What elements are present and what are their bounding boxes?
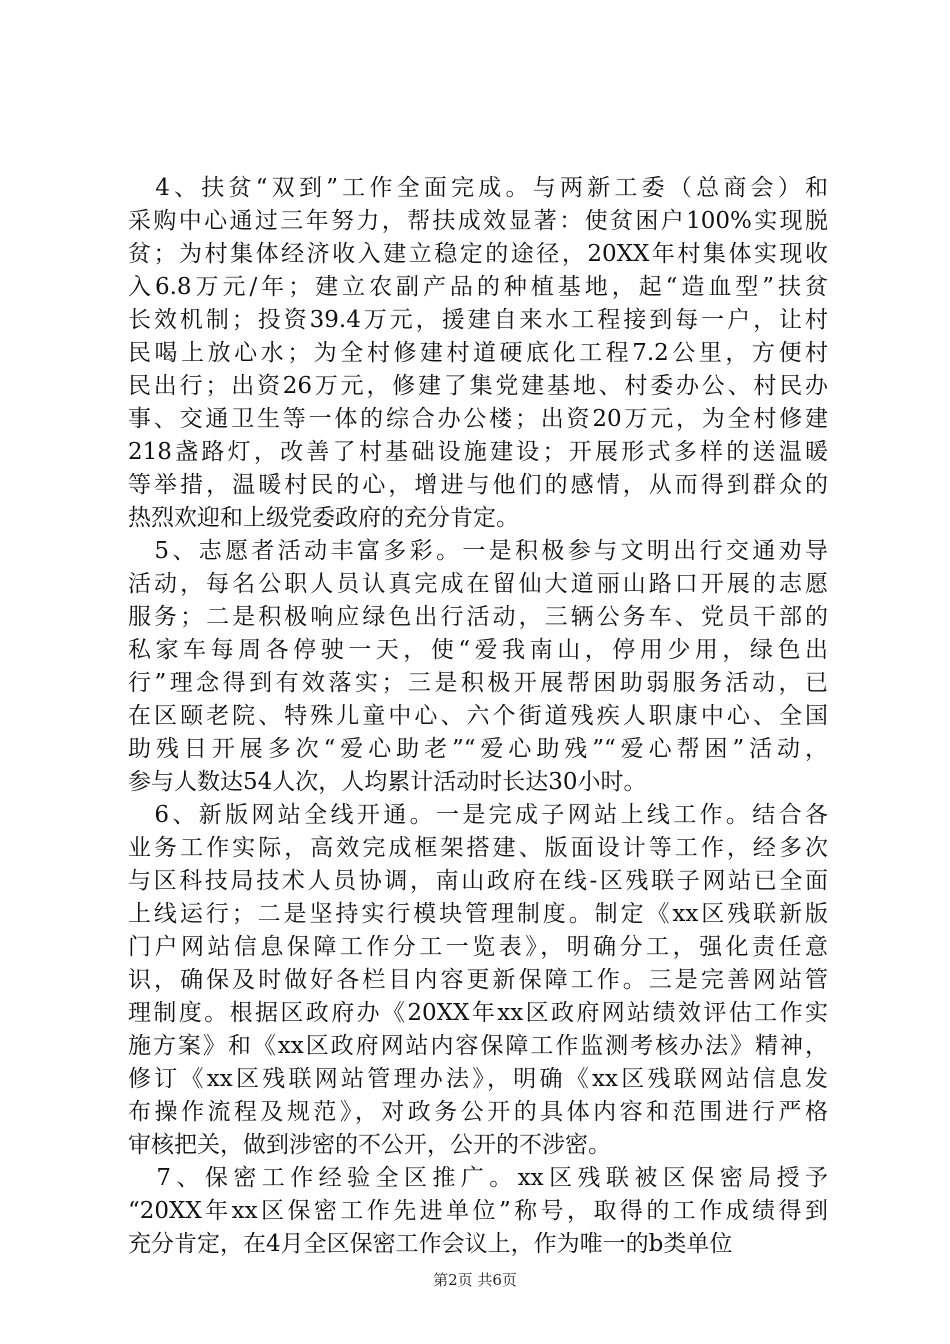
text-line: 长效机制；投资39.4万元，援建自来水工程接到每一户，让村 — [128, 307, 828, 333]
text-line: 修订《xx区残联网站管理办法》，明确《xx区残联网站信息发 — [128, 1066, 828, 1092]
text-line: 入6.8万元/年；建立农副产品的种植基地，起“造血型”扶贫 — [128, 274, 828, 300]
text-line: 6、新版网站全线开通。一是完成子网站上线工作。结合各 — [128, 802, 828, 828]
text-line: 门户网站信息保障工作分工一览表》，明确分工，强化责任意 — [128, 934, 828, 960]
text-line: 施方案》和《xx区政府网站内容保障工作监测考核办法》精神， — [128, 1033, 828, 1059]
text-line: 4、扶贫“双到”工作全面完成。与两新工委（总商会）和 — [128, 175, 828, 201]
text-line: 在区颐老院、特殊儿童中心、六个街道残疾人职康中心、全国 — [128, 703, 828, 729]
text-line: 审核把关，做到涉密的不公开，公开的不涉密。 — [128, 1132, 611, 1158]
text-line: 等举措，温暖村民的心，增进与他们的感情，从而得到群众的 — [128, 472, 828, 498]
text-line: 民出行；出资26万元，修建了集党建基地、村委办公、村民办 — [128, 373, 828, 399]
text-line: 充分肯定，在4月全区保密工作会议上，作为唯一的b类单位 — [128, 1231, 733, 1257]
text-line: 业务工作实际，高效完成框架搭建、版面设计等工作，经多次 — [128, 835, 828, 861]
text-line: 理制度。根据区政府办《20XX年xx区政府网站绩效评估工作实 — [128, 1000, 828, 1026]
text-line: 7、保密工作经验全区推广。xx区残联被区保密局授予 — [128, 1165, 828, 1191]
text-line: 民喝上放心水；为全村修建村道硬底化工程7.2公里，方便村 — [128, 340, 828, 366]
text-line: 热烈欢迎和上级党委政府的充分肯定。 — [128, 505, 519, 531]
text-line: 事、交通卫生等一体的综合办公楼；出资20万元，为全村修建 — [128, 406, 828, 432]
document-body — [128, 172, 828, 1261]
text-line: 行”理念得到有效落实；三是积极开展帮困助弱服务活动，已 — [128, 670, 828, 696]
text-line: 活动，每名公职人员认真完成在留仙大道丽山路口开展的志愿 — [128, 571, 828, 597]
page-footer: 第2页 共6页 — [433, 1271, 517, 1289]
text-line: 助残日开展多次“爱心助老”“爱心助残”“爱心帮困”活动， — [128, 736, 828, 762]
text-line: 采购中心通过三年努力，帮扶成效显著：使贫困户100%实现脱 — [128, 208, 828, 234]
text-line: 布操作流程及规范》，对政务公开的具体内容和范围进行严格 — [128, 1099, 828, 1125]
text-line: 识，确保及时做好各栏目内容更新保障工作。三是完善网站管 — [128, 967, 828, 993]
text-line: “20XX年xx区保密工作先进单位”称号，取得的工作成绩得到 — [128, 1198, 828, 1224]
text-line: 5、志愿者活动丰富多彩。一是积极参与文明出行交通劝导 — [128, 538, 828, 564]
text-line: 上线运行；二是坚持实行模块管理制度。制定《xx区残联新版 — [128, 901, 828, 927]
text-line: 私家车每周各停驶一天，使“爱我南山，停用少用，绿色出 — [128, 637, 828, 663]
text-line: 与区科技局技术人员协调，南山政府在线-区残联子网站已全面 — [128, 868, 828, 894]
text-line: 参与人数达54人次，人均累计活动时长达30小时。 — [128, 769, 647, 795]
text-line: 贫；为村集体经济收入建立稳定的途径，20XX年村集体实现收 — [128, 241, 828, 267]
text-line: 服务；二是积极响应绿色出行活动，三辆公务车、党员干部的 — [128, 604, 828, 630]
text-line: 218盏路灯，改善了村基础设施建设；开展形式多样的送温暖 — [128, 439, 828, 465]
